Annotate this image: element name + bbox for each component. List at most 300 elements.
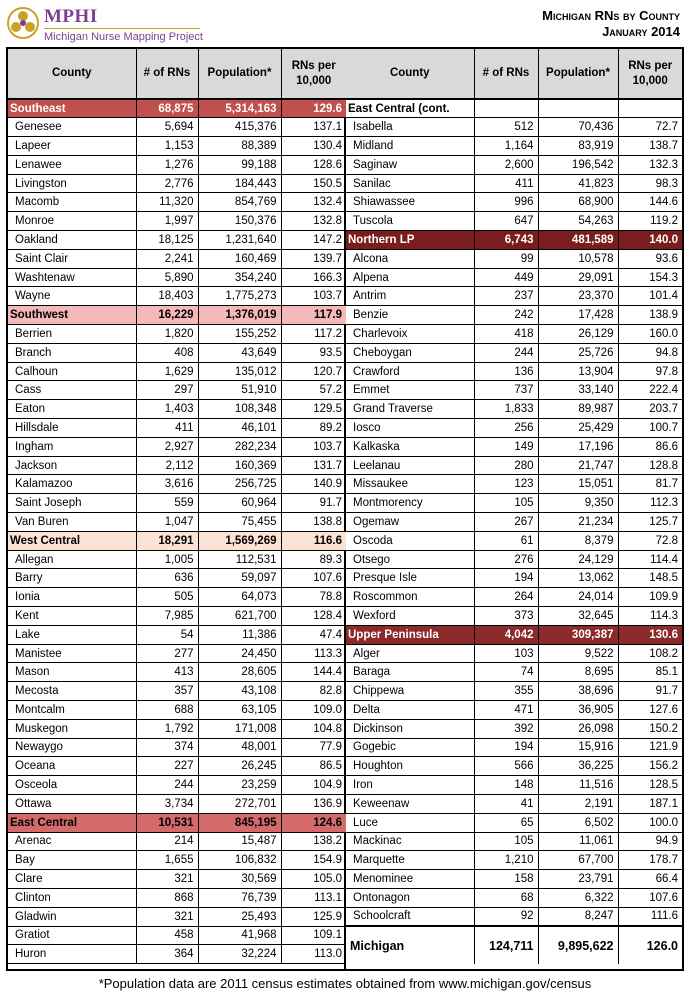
county-row <box>8 719 346 738</box>
population: 32,224 <box>198 945 281 964</box>
right-table-panel <box>346 49 682 969</box>
population: 9,350 <box>538 494 618 513</box>
rns-per-10000: 140.9 <box>281 475 346 494</box>
county-row <box>8 907 346 926</box>
population: 272,701 <box>198 794 281 813</box>
rns-per-10000: 93.5 <box>281 343 346 362</box>
county-row <box>346 343 682 362</box>
population: 106,832 <box>198 851 281 870</box>
rn-tables <box>6 47 684 971</box>
rns-per-10000: 111.6 <box>618 907 682 926</box>
rns-per-10000: 130.6 <box>618 625 682 644</box>
rns-per-10000: 128.5 <box>618 776 682 795</box>
rns-per-10000: 117.2 <box>281 325 346 344</box>
population: 196,542 <box>538 155 618 174</box>
rn-count: 737 <box>474 381 538 400</box>
county-name: Schoolcraft <box>346 907 474 926</box>
county-row <box>346 174 682 193</box>
county-name: Lapeer <box>8 137 136 156</box>
rn-count: 242 <box>474 306 538 325</box>
col-population: Population* <box>198 49 281 99</box>
county-row <box>8 475 346 494</box>
rn-count: 105 <box>474 832 538 851</box>
rn-count: 411 <box>136 419 198 438</box>
region-row <box>8 99 346 118</box>
rn-count: 355 <box>474 682 538 701</box>
county-name: Lenawee <box>8 155 136 174</box>
rns-per-10000: 105.0 <box>281 870 346 889</box>
population: 63,105 <box>198 701 281 720</box>
population: 21,234 <box>538 513 618 532</box>
county-name: Marquette <box>346 851 474 870</box>
population: 59,097 <box>198 569 281 588</box>
population: 25,726 <box>538 343 618 362</box>
rns-per-10000: 89.3 <box>281 550 346 569</box>
rns-per-10000: 82.8 <box>281 682 346 701</box>
county-row <box>8 607 346 626</box>
rn-count: 1,153 <box>136 137 198 156</box>
county-row <box>8 381 346 400</box>
county-row <box>346 813 682 832</box>
col-population: Population* <box>538 49 618 99</box>
region-row <box>8 531 346 550</box>
col-rns-per-10000: RNs per 10,000 <box>618 49 682 99</box>
county-row <box>8 362 346 381</box>
county-row <box>346 644 682 663</box>
report-title-line1: Michigan RNs by County <box>542 8 680 23</box>
rns-per-10000: 131.7 <box>281 456 346 475</box>
county-name: Iosco <box>346 419 474 438</box>
rns-per-10000: 138.9 <box>618 306 682 325</box>
county-row <box>346 776 682 795</box>
county-name: Leelanau <box>346 456 474 475</box>
region-row <box>346 231 682 250</box>
county-name: Oscoda <box>346 531 474 550</box>
population: 15,051 <box>538 475 618 494</box>
rns-per-10000: 138.7 <box>618 137 682 156</box>
county-name: Barry <box>8 569 136 588</box>
county-row <box>8 193 346 212</box>
county-row <box>8 588 346 607</box>
rns-per-10000: 121.9 <box>618 738 682 757</box>
county-row <box>8 174 346 193</box>
county-name: Gladwin <box>8 907 136 926</box>
county-row <box>346 663 682 682</box>
population: 23,370 <box>538 287 618 306</box>
rns-per-10000: 86.6 <box>618 437 682 456</box>
county-row <box>8 118 346 137</box>
rns-per-10000: 113.0 <box>281 945 346 964</box>
rns-per-10000: 129.5 <box>281 400 346 419</box>
rns-per-10000: 89.2 <box>281 419 346 438</box>
county-name: Montcalm <box>8 701 136 720</box>
report-title-line2: January 2014 <box>602 24 680 39</box>
col-county: County <box>8 49 136 99</box>
rns-per-10000: 128.6 <box>281 155 346 174</box>
rns-per-10000: 166.3 <box>281 268 346 287</box>
rn-count: 1,047 <box>136 513 198 532</box>
county-row <box>8 738 346 757</box>
rn-count: 471 <box>474 701 538 720</box>
rn-count: 688 <box>136 701 198 720</box>
county-name: Alcona <box>346 249 474 268</box>
county-row <box>8 625 346 644</box>
rn-count: 277 <box>136 644 198 663</box>
rns-per-10000: 94.8 <box>618 343 682 362</box>
rn-count: 18,125 <box>136 231 198 250</box>
rns-per-10000: 78.8 <box>281 588 346 607</box>
county-row <box>8 888 346 907</box>
rn-count: 1,655 <box>136 851 198 870</box>
rns-per-10000: 137.1 <box>281 118 346 137</box>
county-row <box>8 249 346 268</box>
county-name: Iron <box>346 776 474 795</box>
rns-per-10000: 77.9 <box>281 738 346 757</box>
county-name: Missaukee <box>346 475 474 494</box>
rn-count: 413 <box>136 663 198 682</box>
county-row <box>346 249 682 268</box>
county-row <box>8 794 346 813</box>
rns-per-10000: 101.4 <box>618 287 682 306</box>
county-name: Menominee <box>346 870 474 889</box>
left-table-panel <box>8 49 346 969</box>
county-name: Gogebic <box>346 738 474 757</box>
county-name: Mason <box>8 663 136 682</box>
population: 43,649 <box>198 343 281 362</box>
rn-count: 237 <box>474 287 538 306</box>
rn-count: 559 <box>136 494 198 513</box>
rns-per-10000: 103.7 <box>281 287 346 306</box>
rns-per-10000: 114.3 <box>618 607 682 626</box>
population: 17,196 <box>538 437 618 456</box>
county-name: Mackinac <box>346 832 474 851</box>
population: 15,916 <box>538 738 618 757</box>
county-name: Delta <box>346 701 474 720</box>
rns-per-10000: 144.6 <box>618 193 682 212</box>
population: 23,791 <box>538 870 618 889</box>
rn-count: 647 <box>474 212 538 231</box>
population: 160,469 <box>198 249 281 268</box>
rn-count: 2,927 <box>136 437 198 456</box>
population: 309,387 <box>538 625 618 644</box>
rn-count: 99 <box>474 249 538 268</box>
county-row <box>346 287 682 306</box>
population: 48,001 <box>198 738 281 757</box>
rns-per-10000: 127.6 <box>618 701 682 720</box>
rns-per-10000: 109.1 <box>281 926 346 945</box>
county-name: Clinton <box>8 888 136 907</box>
county-name: Bay <box>8 851 136 870</box>
county-row <box>8 663 346 682</box>
rn-count: 449 <box>474 268 538 287</box>
mphi-logo-icon <box>6 6 40 40</box>
county-row <box>8 155 346 174</box>
county-name: Monroe <box>8 212 136 231</box>
left-table-header <box>8 49 346 99</box>
region-row <box>346 99 682 118</box>
county-name: Kalamazoo <box>8 475 136 494</box>
county-row <box>346 494 682 513</box>
population <box>538 99 618 118</box>
total-label: Michigan <box>346 926 474 964</box>
population: 8,247 <box>538 907 618 926</box>
right-table-body <box>346 99 682 964</box>
rn-count: 996 <box>474 193 538 212</box>
rns-per-10000: 132.8 <box>281 212 346 231</box>
county-row <box>8 287 346 306</box>
population: 481,589 <box>538 231 618 250</box>
rn-count: 297 <box>136 381 198 400</box>
county-name: Gratiot <box>8 926 136 945</box>
rns-per-10000: 132.3 <box>618 155 682 174</box>
rn-count: 321 <box>136 870 198 889</box>
county-name: Eaton <box>8 400 136 419</box>
population: 2,191 <box>538 794 618 813</box>
population: 54,263 <box>538 212 618 231</box>
county-name: Lake <box>8 625 136 644</box>
rns-per-10000: 129.6 <box>281 99 346 118</box>
rn-count: 6,743 <box>474 231 538 250</box>
county-row <box>8 569 346 588</box>
population: 11,516 <box>538 776 618 795</box>
right-table <box>346 49 682 964</box>
rns-per-10000: 112.3 <box>618 494 682 513</box>
rn-count: 2,600 <box>474 155 538 174</box>
region-name: Upper Peninsula <box>346 625 474 644</box>
county-name: Hillsdale <box>8 419 136 438</box>
county-row <box>346 137 682 156</box>
rn-count: 65 <box>474 813 538 832</box>
rns-per-10000: 117.9 <box>281 306 346 325</box>
total-row <box>346 926 682 964</box>
population: 8,379 <box>538 531 618 550</box>
logo-subtitle: Michigan Nurse Mapping Project <box>44 31 203 43</box>
county-row <box>346 306 682 325</box>
rn-count: 11,320 <box>136 193 198 212</box>
county-name: Presque Isle <box>346 569 474 588</box>
rn-count: 2,112 <box>136 456 198 475</box>
county-row <box>346 419 682 438</box>
county-name: Midland <box>346 137 474 156</box>
rn-count: 512 <box>474 118 538 137</box>
county-row <box>346 456 682 475</box>
county-name: Benzie <box>346 306 474 325</box>
county-row <box>346 475 682 494</box>
county-name: Calhoun <box>8 362 136 381</box>
rns-per-10000: 113.1 <box>281 888 346 907</box>
county-name: Clare <box>8 870 136 889</box>
rn-count: 364 <box>136 945 198 964</box>
mphi-logo <box>6 4 206 44</box>
county-name: Macomb <box>8 193 136 212</box>
rns-per-10000: 154.9 <box>281 851 346 870</box>
county-name: Osceola <box>8 776 136 795</box>
rns-per-10000: 124.6 <box>281 813 346 832</box>
rns-per-10000: 203.7 <box>618 400 682 419</box>
county-row <box>346 738 682 757</box>
population: 30,569 <box>198 870 281 889</box>
left-table-body <box>8 99 346 964</box>
county-row <box>8 851 346 870</box>
rn-count: 357 <box>136 682 198 701</box>
population: 108,348 <box>198 400 281 419</box>
county-row <box>8 494 346 513</box>
population: 15,487 <box>198 832 281 851</box>
rn-count: 136 <box>474 362 538 381</box>
county-row <box>346 719 682 738</box>
population: 160,369 <box>198 456 281 475</box>
rn-count: 18,291 <box>136 531 198 550</box>
county-row <box>346 794 682 813</box>
county-row <box>346 701 682 720</box>
population: 41,968 <box>198 926 281 945</box>
population: 41,823 <box>538 174 618 193</box>
population: 24,014 <box>538 588 618 607</box>
population: 1,231,640 <box>198 231 281 250</box>
population: 88,389 <box>198 137 281 156</box>
rns-per-10000: 94.9 <box>618 832 682 851</box>
rn-count: 7,985 <box>136 607 198 626</box>
county-name: Wexford <box>346 607 474 626</box>
rns-per-10000: 128.8 <box>618 456 682 475</box>
county-name: Tuscola <box>346 212 474 231</box>
rn-count: 256 <box>474 419 538 438</box>
rn-count: 158 <box>474 870 538 889</box>
county-name: Crawford <box>346 362 474 381</box>
county-name: Houghton <box>346 757 474 776</box>
rns-per-10000: 66.4 <box>618 870 682 889</box>
rns-per-10000: 91.7 <box>281 494 346 513</box>
rn-count: 2,241 <box>136 249 198 268</box>
rns-per-10000 <box>618 99 682 118</box>
rns-per-10000: 120.7 <box>281 362 346 381</box>
county-name: Ingham <box>8 437 136 456</box>
county-name: Mecosta <box>8 682 136 701</box>
rns-per-10000: 144.4 <box>281 663 346 682</box>
county-name: Roscommon <box>346 588 474 607</box>
population: 25,493 <box>198 907 281 926</box>
rn-count: 149 <box>474 437 538 456</box>
rn-count: 214 <box>136 832 198 851</box>
rn-count: 1,005 <box>136 550 198 569</box>
population: 1,376,019 <box>198 306 281 325</box>
population: 43,108 <box>198 682 281 701</box>
population: 68,900 <box>538 193 618 212</box>
rns-per-10000: 138.2 <box>281 832 346 851</box>
col-rns: # of RNs <box>136 49 198 99</box>
rns-per-10000: 72.8 <box>618 531 682 550</box>
county-row <box>346 362 682 381</box>
county-name: Grand Traverse <box>346 400 474 419</box>
rn-count: 3,734 <box>136 794 198 813</box>
rns-per-10000: 100.0 <box>618 813 682 832</box>
rns-per-10000: 119.2 <box>618 212 682 231</box>
county-name: Berrien <box>8 325 136 344</box>
rn-count: 1,833 <box>474 400 538 419</box>
county-name: Alger <box>346 644 474 663</box>
rn-count: 194 <box>474 738 538 757</box>
county-name: Jackson <box>8 456 136 475</box>
region-row <box>8 813 346 832</box>
logo-text: MPHI <box>44 6 98 27</box>
region-name: Southeast <box>8 99 136 118</box>
county-row <box>8 945 346 964</box>
rns-per-10000: 132.4 <box>281 193 346 212</box>
county-row <box>346 381 682 400</box>
population: 415,376 <box>198 118 281 137</box>
county-row <box>8 212 346 231</box>
rns-per-10000: 154.3 <box>618 268 682 287</box>
rn-count: 3,616 <box>136 475 198 494</box>
population: 26,245 <box>198 757 281 776</box>
county-row <box>8 644 346 663</box>
rns-per-10000: 97.8 <box>618 362 682 381</box>
rns-per-10000: 91.7 <box>618 682 682 701</box>
region-name: East Central <box>8 813 136 832</box>
rns-per-10000: 103.7 <box>281 437 346 456</box>
population: 21,747 <box>538 456 618 475</box>
population: 29,091 <box>538 268 618 287</box>
rns-per-10000: 57.2 <box>281 381 346 400</box>
rns-per-10000: 222.4 <box>618 381 682 400</box>
rn-count: 194 <box>474 569 538 588</box>
rn-count: 1,276 <box>136 155 198 174</box>
population: 75,455 <box>198 513 281 532</box>
county-name: Luce <box>346 813 474 832</box>
rn-count: 54 <box>136 625 198 644</box>
county-name: Genesee <box>8 118 136 137</box>
rn-count: 10,531 <box>136 813 198 832</box>
population: 38,696 <box>538 682 618 701</box>
county-row <box>346 757 682 776</box>
county-row <box>8 343 346 362</box>
population: 1,775,273 <box>198 287 281 306</box>
population: 46,101 <box>198 419 281 438</box>
rn-count: 244 <box>136 776 198 795</box>
rn-count: 124,711 <box>474 926 538 964</box>
population: 89,987 <box>538 400 618 419</box>
region-row <box>8 306 346 325</box>
rn-count: 68,875 <box>136 99 198 118</box>
rn-count: 418 <box>474 325 538 344</box>
county-name: Saginaw <box>346 155 474 174</box>
population: 10,578 <box>538 249 618 268</box>
rns-per-10000: 138.8 <box>281 513 346 532</box>
county-row <box>8 701 346 720</box>
county-name: Oakland <box>8 231 136 250</box>
population: 155,252 <box>198 325 281 344</box>
population: 8,695 <box>538 663 618 682</box>
county-name: Cass <box>8 381 136 400</box>
county-row <box>346 607 682 626</box>
population: 11,386 <box>198 625 281 644</box>
rns-per-10000: 160.0 <box>618 325 682 344</box>
population: 112,531 <box>198 550 281 569</box>
rns-per-10000: 128.4 <box>281 607 346 626</box>
rns-per-10000: 107.6 <box>618 888 682 907</box>
region-name: East Central (cont. <box>346 99 474 118</box>
county-name: Huron <box>8 945 136 964</box>
county-name: Chippewa <box>346 682 474 701</box>
county-row <box>8 513 346 532</box>
report-title <box>542 8 680 40</box>
county-row <box>346 550 682 569</box>
county-name: Manistee <box>8 644 136 663</box>
page-header <box>0 0 690 46</box>
county-name: Van Buren <box>8 513 136 532</box>
county-row <box>8 419 346 438</box>
county-row <box>8 870 346 889</box>
